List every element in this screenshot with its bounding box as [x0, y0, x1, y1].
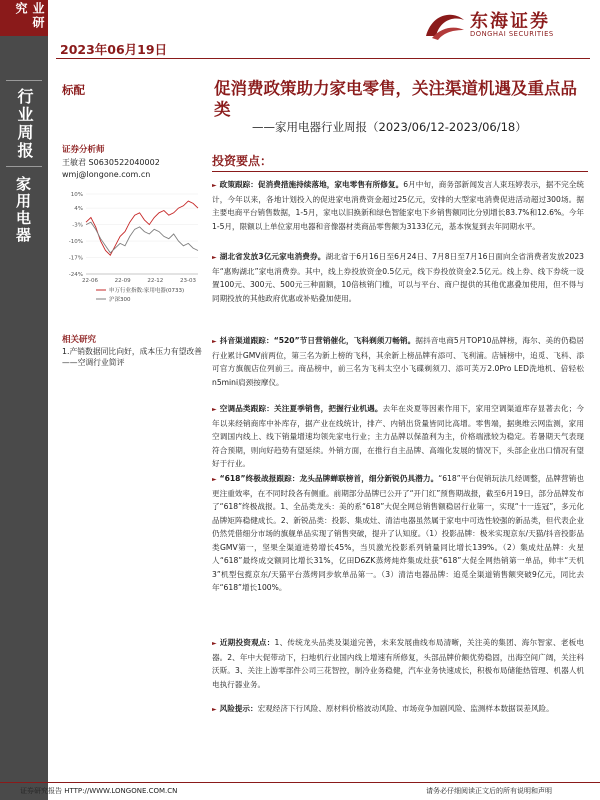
analyst-email: wmj@longone.com.cn [62, 170, 151, 179]
triangle-bullet-icon: ► [212, 254, 217, 261]
report-subtitle: ——家用电器行业周报（2023/06/12-2023/06/18） [252, 120, 527, 134]
footer-rule [0, 782, 600, 783]
point-heading: “618”终极战报跟踪：龙头品牌蝉联榜首，细分新锐仍具潜力。 [219, 474, 439, 483]
point-paragraph [212, 334, 584, 389]
triangle-bullet-icon: ► [212, 706, 217, 713]
footer-left-text[interactable]: 证券研究报告 HTTP://WWW.LONGONE.COM.CN [20, 787, 178, 795]
sidebar-industry-label: 家用电器 [14, 176, 32, 244]
point-paragraph [212, 250, 584, 305]
logo-chinese-text: 东海证券 [470, 11, 550, 32]
sidebar-weekly-label: 行业周报 [15, 88, 34, 160]
y-tick-label: 4% [74, 206, 83, 213]
point-paragraph [212, 472, 584, 595]
related-research-item[interactable]: 1.产销数据同比向好，成本压力有望改善——空调行业简评 [62, 347, 202, 367]
y-tick-label: -3% [72, 222, 83, 229]
triangle-bullet-icon: ► [212, 406, 217, 413]
footer-disclaimer: 请务必仔细阅读正文后的所有说明和声明 [426, 787, 552, 795]
point-body: 据抖音电商5月TOP10品牌榜，海尔、美的仍稳居行业累计GMV前两位，第三名为新上榜的飞科，其余新上榜品牌有添可、飞利浦。店铺榜中，追觅、飞科、添可官方旗舰店位列前三。商品榜中，前三名为飞科太空小飞碟剃须刀、添可芙万2.0Pro LED洗地机、倍轻松n5mini肩颈按摩仪。 [212, 336, 585, 387]
y-tick-label: -24% [68, 272, 83, 278]
y-tick-label: 10% [70, 192, 83, 198]
point-body: 去年在炎夏等因素作用下，家用空调渠道库存显著去化；今年以来经销商库中补库存，据产业在线统计，排产、内销出货量皆同比高增。零售端，据奥维云网监测，家用空调国内线上、线下销量增速均领先家电行业；主力品牌以保盈利为主，价格端涨较为稳定。若暑期天气表现符合预期，则向好趋势有望延续。外销方面，在推行自主品牌、高端化发展的情况下，头部企业出口情况有望好于行业。 [212, 404, 585, 468]
sidebar-divider [6, 166, 42, 167]
point-paragraph [212, 178, 584, 233]
point-paragraph [212, 402, 584, 471]
point-heading: 近期投资观点： [219, 638, 275, 647]
x-tick-label: 22-12 [147, 278, 164, 284]
investment-points-rule [212, 171, 588, 172]
x-tick-label: 23-03 [180, 278, 196, 284]
report-date: 2023年06月19日 [60, 42, 168, 57]
point-body: “618”平台促销玩法几经调整，品牌营销也更注重效率，在不同时段各有侧重。前期部分品牌已公开了“开门红”预售期战报，截至6月19日，部分品牌发布了“618”终极战报。1、全品类龙头：美的系“618”大促全网总销售额稳居行业第一，实现“十一连冠”，多元化品牌矩阵稳健成长。2、新锐品类：投影、集成灶、清洁电器虽然属于家电中可选性较强的新品类，但代表企业仍然凭借细分市场的旗舰单品实现了销售突破，提升了认知度。（1）投影品牌：极米实现京东/天猫/抖音投影品类GMV第一，坚果全渠道进势增长45%，当贝激光投影系列销量同比增长139%。（2）集成灶品牌：火星人“618”最终成交额同比增长31%，亿田D6ZK蒸烤炖炸集成灶获“618”大促全网热销第一单品，帅丰“天机3”机型包揽京东/天猫平台蒸烤同步软单品第一。（3）清洁电器品牌：追觅全渠道销售额突破9亿元，同比去年“618”增长100%。 [212, 474, 584, 592]
sidebar-divider [6, 80, 42, 81]
series-line-home-appliance [86, 201, 198, 255]
point-body: 1、传统龙头品类及渠道完善，未来发展曲线布局清晰，关注美的集团、海尔智家、老板电器。2、年中大促带动下，扫地机行业国内线上增速有所修复，头部品牌价额优势稳固，出海空间广阔，关注科沃斯。3、关注上游零部件公司三花智控，制冷业务稳健，汽车业务快速成长，积极布局储能热管理、机器人机电执行器业务。 [212, 638, 585, 689]
related-research-heading: 相关研究 [62, 335, 97, 345]
point-heading: 风险提示： [219, 704, 258, 713]
legend-label: 申万行业指数:家用电器(0733) [109, 288, 185, 294]
sidebar-top-label: 业研究 [14, 2, 45, 30]
triangle-bullet-icon: ► [212, 476, 217, 483]
report-title: 促消费政策助力家电零售，关注渠道机遇及重点品类 [214, 79, 577, 119]
point-body: 宏观经济下行风险、原材料价格波动风险、市场竞争加剧风险、监测样本数据误差风险。 [257, 704, 554, 713]
analyst-heading: 证券分析师 [62, 145, 105, 155]
analyst-name: 王敏君 S0630522040002 [62, 158, 160, 167]
x-tick-label: 22-09 [114, 278, 131, 284]
x-tick-label: 22-06 [82, 278, 98, 284]
rating-label: 标配 [62, 83, 85, 97]
point-heading: 湖北省发放3亿元家电消费券。 [219, 252, 326, 261]
series-line-csi300 [86, 222, 198, 253]
triangle-bullet-icon: ► [212, 338, 217, 345]
point-paragraph [212, 702, 584, 717]
investment-points-heading: 投资要点： [212, 154, 273, 168]
point-heading: 政策跟踪：促消费措施持续落地，家电零售有所修复。 [219, 180, 404, 189]
header-rule [56, 58, 590, 59]
point-body: 6月中旬，商务部新闻发言人束珏婷表示，据不完全统计，今年以来，各地计划投入的促进家电消费资金超过25亿元，安排的大型家电消费促进活动超过300场。据主要电商平台销售数据，1-5月，家电以旧换新和绿色智能家电下乡销售额同比分别增长83.7%和12.6%。今年1-5月，限额以上单位家用电器和音像器材类商品零售额为3133亿元，基本恢复到去年同期水平。 [212, 180, 584, 231]
legend-label: 沪深300 [109, 297, 131, 303]
point-heading: 抖音渠道跟踪：“520”节日营销催化，飞科剃须刀畅销。 [219, 336, 416, 345]
sidebar-top-block [0, 0, 48, 36]
performance-chart [62, 188, 202, 323]
y-tick-label: -17% [68, 255, 83, 262]
point-body: 湖北省于6月16日至6月24日、7月8日至7月16日面向全省消费者发放2023年“惠购湖北”家电消费券。其中，线上券投放资金0.5亿元，线下券投放资金2.5亿元。线上券、线下券统一设置100元、300元、500元三种面额，10倍核销门槛，可以与平台、商户提供的其他优惠叠加使用，但不得与同期投放的其他政府优惠或补贴叠加使用。 [212, 252, 584, 303]
y-tick-label: -10% [68, 239, 83, 246]
triangle-bullet-icon: ► [212, 182, 217, 189]
point-heading: 空调品类跟踪：关注夏季销售，把握行业机遇。 [219, 404, 383, 413]
point-paragraph [212, 636, 584, 691]
triangle-bullet-icon: ► [212, 640, 217, 647]
logo-english-text: DONGHAI SECURITIES [470, 30, 554, 38]
